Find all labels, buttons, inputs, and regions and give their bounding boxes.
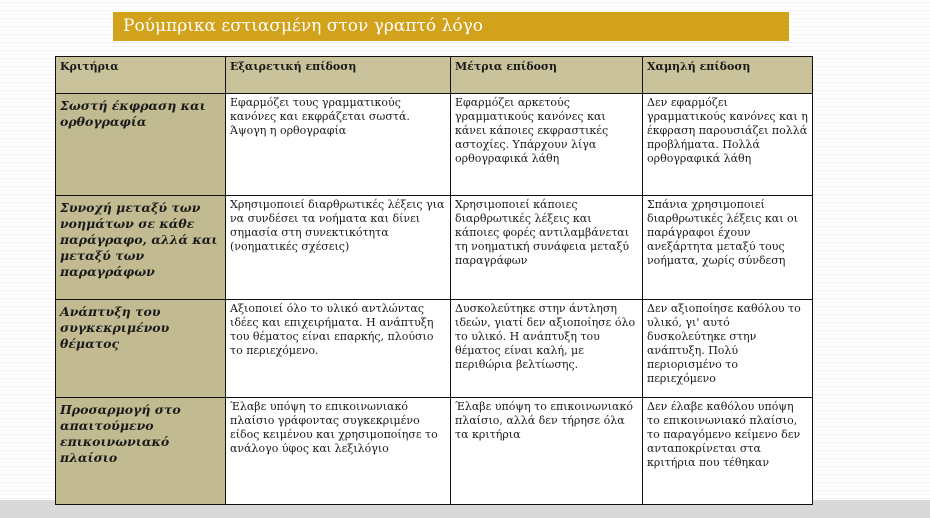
criterion-cell: Σωστή έκφραση και ορθογραφία [56, 94, 226, 196]
criterion-cell: Συνοχή μεταξύ των νοημάτων σε κάθε παράγραφο, αλλά και μεταξύ των παραγράφων [56, 196, 226, 300]
low-cell: Δεν αξιοποίησε καθόλου το υλικό, γι' αυτό δυσκολεύτηκε στην ανάπτυξη. Πολύ περιορισμένο το περιεχόμενο [643, 300, 813, 398]
header-criteria: Κριτήρια [56, 57, 226, 94]
table-row [56, 94, 813, 196]
low-cell: Δεν εφαρμόζει γραμματικούς κανόνες και η έκφραση παρουσιάζει πολλά προβλήματα. Πολλά ορθογραφικά λάθη [643, 94, 813, 196]
excellent-cell: Αξιοποιεί όλο το υλικό αντλώντας ιδέες και επιχειρήματα. Η ανάπτυξη του θέματος είναι επαρκής, πλούσιο το περιεχόμενο. [226, 300, 451, 398]
header-row [56, 57, 813, 94]
criterion-cell: Ανάπτυξη του συγκεκριμένου θέματος [56, 300, 226, 398]
moderate-cell: Εφαρμόζει αρκετούς γραμματικούς κανόνες και κάνει κάποιες εκφραστικές αστοχίες. Υπάρχουν λίγα ορθογραφικά λάθη [451, 94, 643, 196]
moderate-cell: Δυσκολεύτηκε στην άντληση ιδεών, γιατί δεν αξιοποίησε όλο το υλικό. Η ανάπτυξη του θέματος είναι καλή, με περιθώρια βελτίωσης. [451, 300, 643, 398]
header-moderate: Μέτρια επίδοση [451, 57, 643, 94]
moderate-cell: Έλαβε υπόψη το επικοινωνιακό πλαίσιο, αλλά δεν τήρησε όλα τα κριτήρια [451, 398, 643, 505]
excellent-cell: Έλαβε υπόψη το επικοινωνιακό πλαίσιο γράφοντας συγκεκριμένο είδος κειμένου και χρησιμοποίησε το ανάλογο ύφος και λεξιλόγιο [226, 398, 451, 505]
slide-title: Ρούμπρικα εστιασμένη στον γραπτό λόγο [113, 12, 789, 41]
low-cell: Δεν έλαβε καθόλου υπόψη το επικοινωνιακό πλαίσιο, το παραγόμενο κείμενο δεν ανταποκρίνεται στα κριτήρια που τέθηκαν [643, 398, 813, 505]
header-low: Χαμηλή επίδοση [643, 57, 813, 94]
table-row [56, 300, 813, 398]
table-row [56, 398, 813, 505]
rubric-table [55, 56, 813, 505]
criterion-cell: Προσαρμογή στο απαιτούμενο επικοινωνιακό πλαίσιο [56, 398, 226, 505]
header-excellent: Εξαιρετική επίδοση [226, 57, 451, 94]
moderate-cell: Χρησιμοποιεί κάποιες διαρθρωτικές λέξεις και κάποιες φορές αντιλαμβάνεται τη νοηματική συνάφεια μεταξύ παραγράφων [451, 196, 643, 300]
low-cell: Σπάνια χρησιμοποιεί διαρθρωτικές λέξεις και οι παράγραφοι έχουν ανεξάρτητα μεταξύ τους νοήματα, χωρίς σύνδεση [643, 196, 813, 300]
excellent-cell: Χρησιμοποιεί διαρθρωτικές λέξεις για να συνδέσει τα νοήματα και δίνει σημασία στη συνεκτικότητα (νοηματικές σχέσεις) [226, 196, 451, 300]
table-row [56, 196, 813, 300]
excellent-cell: Εφαρμόζει τους γραμματικούς κανόνες και εκφράζεται σωστά. Άψογη η ορθογραφία [226, 94, 451, 196]
